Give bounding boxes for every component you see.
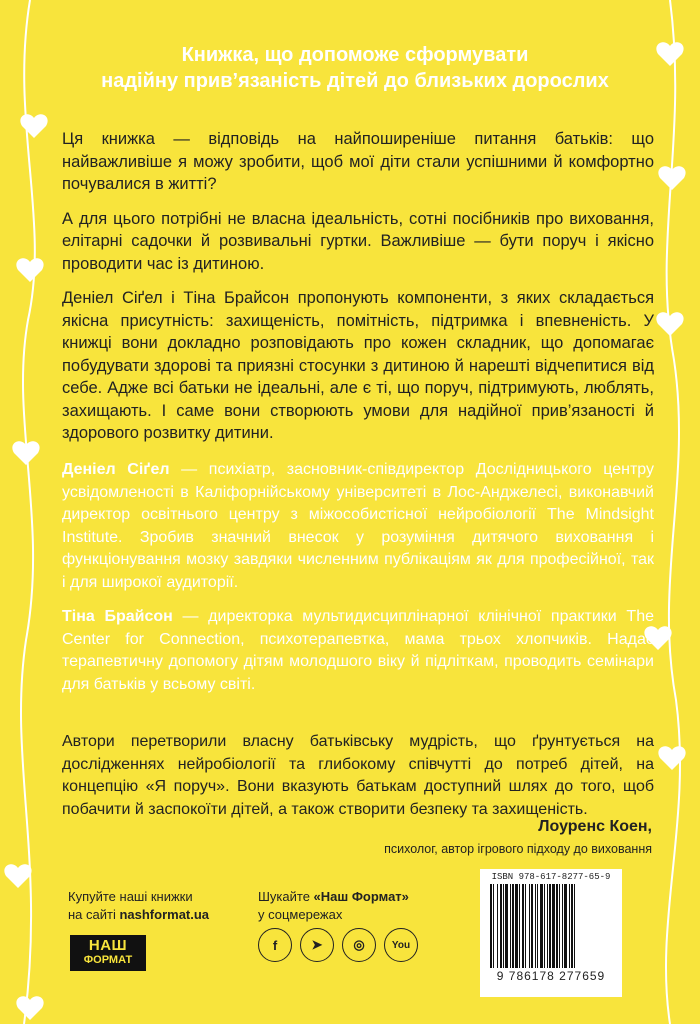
cover-headline	[60, 42, 650, 94]
endorser-name: Лоуренс Коен,	[538, 818, 652, 835]
author-bios	[62, 459, 654, 708]
social-line-2: у соцмережах	[258, 907, 343, 922]
logo-line-2: ФОРМАТ	[83, 954, 133, 966]
bio-siegel-name: Деніел Сіґел	[62, 461, 170, 478]
heart-icon	[656, 312, 683, 336]
description	[62, 128, 654, 457]
barcode-bar	[493, 884, 494, 968]
barcode-bar	[512, 884, 514, 968]
isbn-text: ISBN 978-617-8277-65-9	[491, 872, 611, 882]
shop-site-link[interactable]: nashformat.ua	[119, 907, 210, 922]
shop-line-1: Купуйте наші книжки	[68, 889, 193, 904]
logo-line-1: НАШ	[88, 937, 128, 954]
barcode-bar	[562, 884, 563, 968]
social-brand: «Наш Формат»	[313, 889, 409, 904]
barcode-bars	[490, 884, 612, 968]
facebook-icon[interactable]: f	[258, 928, 292, 962]
heart-icon	[16, 996, 43, 1020]
barcode-bar	[571, 884, 573, 968]
barcode-bar	[519, 884, 520, 968]
barcode-bar	[549, 884, 551, 968]
barcode-bar	[559, 884, 560, 968]
youtube-icon[interactable]: You	[384, 928, 418, 962]
barcode-bar	[537, 884, 538, 968]
barcode-bar	[574, 884, 575, 968]
barcode-bar	[540, 884, 543, 968]
barcode-bar	[505, 884, 508, 968]
heart-icon	[656, 42, 683, 66]
bio-siegel	[62, 459, 654, 594]
social-prefix: Шукайте	[258, 889, 314, 904]
publisher-logo	[70, 935, 146, 971]
barcode-bar	[552, 884, 555, 968]
barcode-bar	[535, 884, 536, 968]
barcode-bar	[490, 884, 492, 968]
heart-icon	[4, 864, 31, 888]
barcode-bar	[547, 884, 548, 968]
heart-icon	[658, 746, 685, 770]
shop-prefix: на сайті	[68, 907, 120, 922]
barcode-bar	[522, 884, 524, 968]
barcode-bar	[510, 884, 511, 968]
isbn-barcode	[480, 869, 622, 997]
social-line-1	[258, 888, 409, 906]
instagram-icon[interactable]: ◎	[342, 928, 376, 962]
barcode-number: 9 786178 277659	[496, 969, 606, 983]
description-paragraph-1: Ця книжка — відповідь на найпоширеніше питання батьків: що найважливіше я можу зробити, щоб мої діти стали успішними й комфортно почувалися в житті?	[62, 130, 654, 193]
bio-siegel-text: — психіатр, засновник-співдиректор Дослідницького центру усвідомленості в Каліфорнійському університеті в Лос-Анджелесі, виконавчий директор освітнього центру з міжособистісної нейробіології The Mindsight Institute. Зробив значний внесок у розуміння дитячого виховання і функціонування мозку завдяки численним публікаціям як для професійної, так і для широкої аудиторії.	[62, 461, 654, 591]
heart-icon	[20, 114, 47, 138]
left-heart-vine	[0, 0, 60, 1024]
shop-info	[68, 888, 209, 924]
barcode-bar	[529, 884, 530, 968]
description-paragraph-3: Деніел Сіґел і Тіна Брайсон пропонують компоненти, з яких складається якісна присутність: захищеність, помітність, підтримка і впевненість. У книжці вони докладно розповідають про кожен складник, що допомагає побудувати здорові та приязні стосунки з дитиною й нарешті відчепитися від себе. Адже всі батьки не ідеальні, але є ті, що поруч, підтримують, люблять, захищають. І саме вони створюють умови для надійної прив’язаності й здорового розвитку дитини.	[62, 289, 654, 442]
description-paragraph-2: А для цього потрібні не власна ідеальність, сотні посібників про виховання, елітарні садочки й розвивальні гуртки. Важливіше — бути поруч і якісно проводити час із дитиною.	[62, 209, 654, 273]
heart-icon	[16, 258, 43, 282]
barcode-bar	[500, 884, 502, 968]
barcode-bar	[569, 884, 570, 968]
social-icons	[258, 928, 418, 962]
telegram-icon[interactable]: ➤	[300, 928, 334, 962]
shop-line-2	[68, 906, 209, 924]
bio-bryson-text: — директорка мультидисциплінарної клінічної практики The Center for Connection, психотерапевтка, мама трьох хлопчиків. Надає терапевтичну допомогу дітям молодшого віку й підліткам, проводить семінари для батьків у всьому світі.	[62, 608, 654, 693]
endorsement-quote: Автори перетворили власну батьківську мудрість, що ґрунтується на дослідженнях нейробіології та глибокому співчутті до потреб дітей, на концепцію «Я поруч». Вони вказують батькам доступний шлях до того, щоб побачити й заспокоїти дітей, а також створити безпеку та захищеність.	[62, 733, 654, 818]
social-info	[258, 888, 409, 924]
barcode-bar	[525, 884, 526, 968]
bio-bryson	[62, 606, 654, 696]
barcode-bar	[544, 884, 545, 968]
barcode-bar	[531, 884, 533, 968]
barcode-bar	[564, 884, 567, 968]
barcode-bar	[497, 884, 498, 968]
bio-bryson-name: Тіна Брайсон	[62, 608, 173, 625]
headline-line-1: Книжка, що допоможе сформувати	[181, 44, 529, 66]
headline-line-2: надійну прив’язаність дітей до близьких дорослих	[101, 70, 609, 92]
endorser-role: психолог, автор ігрового підходу до виховання	[384, 842, 652, 856]
barcode-bar	[515, 884, 518, 968]
barcode-bar	[556, 884, 558, 968]
barcode-bar	[503, 884, 504, 968]
